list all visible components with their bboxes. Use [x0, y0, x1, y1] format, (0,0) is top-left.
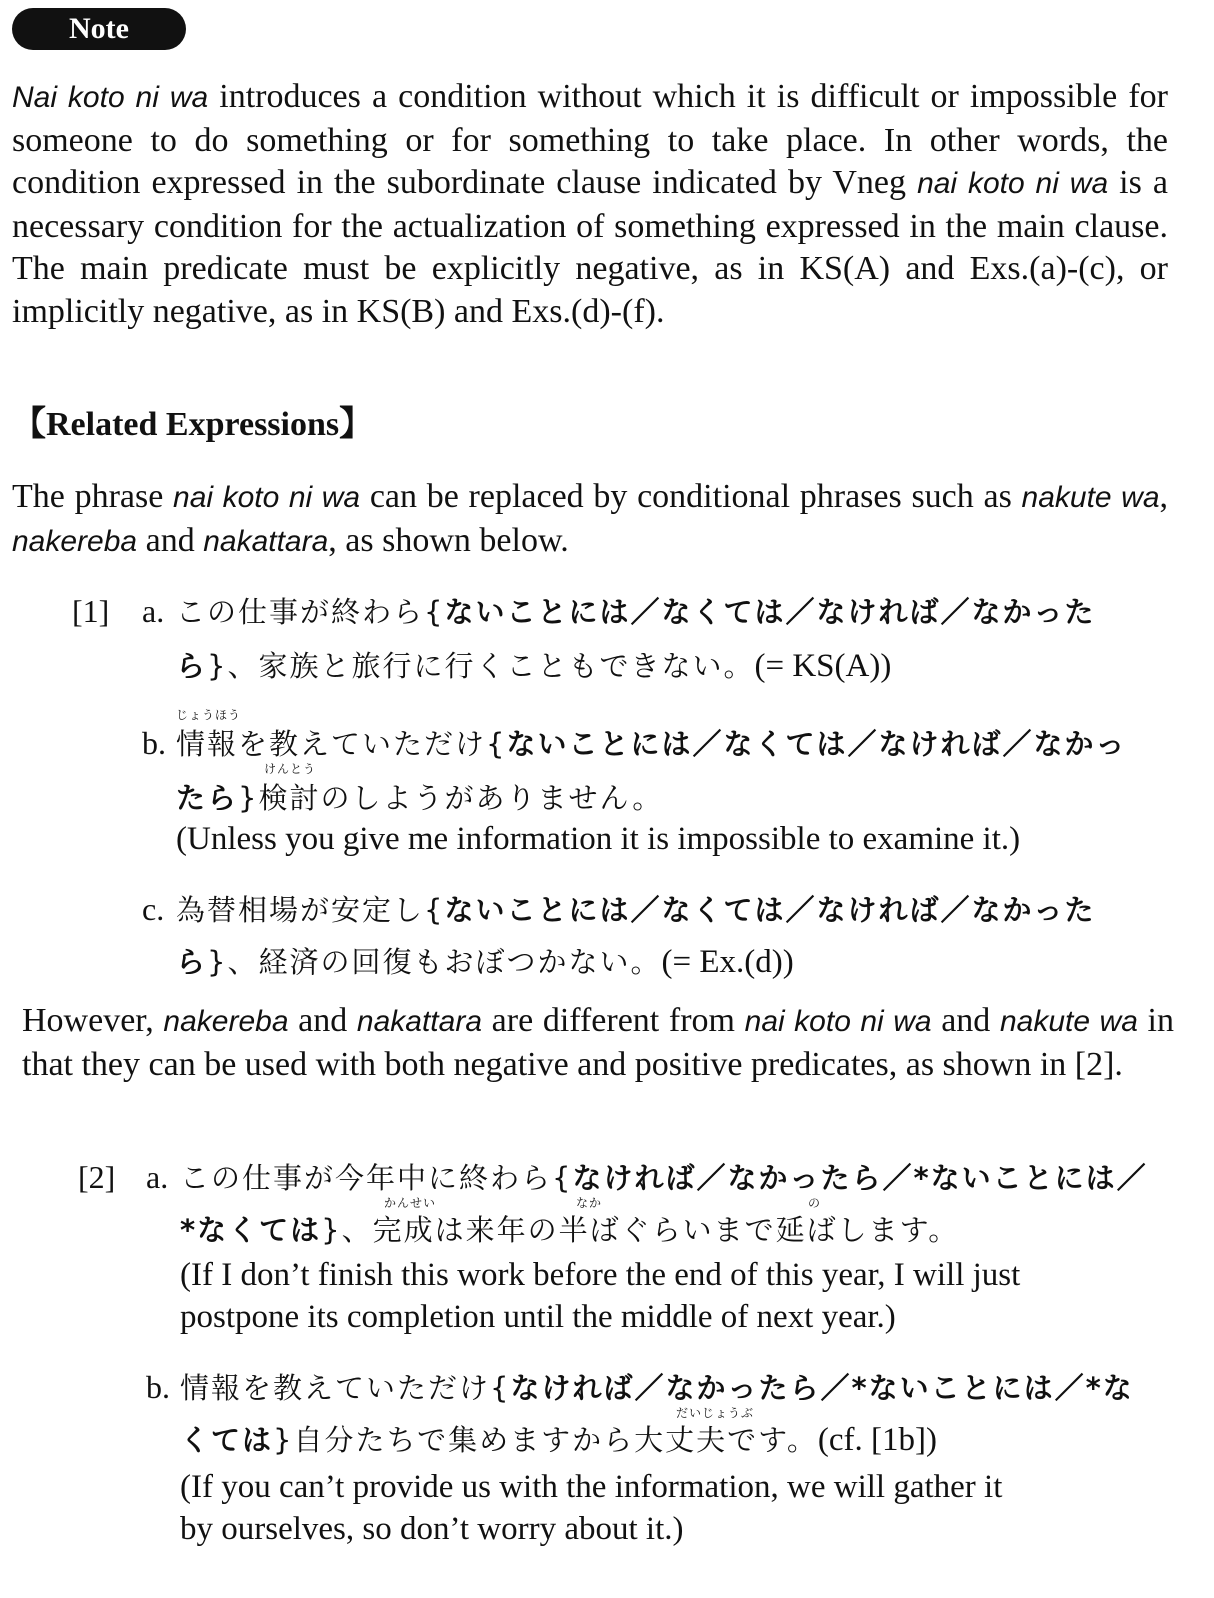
brace-close: } — [207, 945, 228, 979]
example-2b-translation-2: by ourselves, so don’t worry about it.) — [180, 1511, 684, 1547]
example-2b-japanese: 情報を教えていただけ — [180, 1371, 491, 1405]
example-2a-japanese: 、完成は来年の半ばぐらいまで延ばします。 — [341, 1213, 960, 1247]
example-2a-options-end: *なくては — [180, 1213, 322, 1247]
brace-close: } — [238, 781, 259, 815]
note-text-2: is a necessary condition for the actualization of something expressed in the main clause. The main predicate must be explicitly negative, as in KS(A) and Exs.(a)-(c), or implicitly negative, as in KS(B) and Exs.(d)-(f). — [12, 164, 1168, 330]
brace-close: } — [321, 1213, 342, 1247]
example-1-number: [1] — [72, 593, 110, 629]
note-text-1: introduces a condition without which it is difficult or impossible for someone to do something or for something to take place. In other words, the condition expressed in the subordinate clause indicated by Vneg — [12, 78, 1168, 201]
example-2b-japanese: 自分たちで集めますから大丈夫です。 — [293, 1423, 818, 1457]
ruby-jouhou: じょうほう — [176, 708, 242, 722]
example-1b-japanese: 検討のしようがありません。 — [258, 781, 664, 815]
however-text: However, — [22, 1002, 164, 1039]
example-2b-translation-1: (If you can’t provide us with the information, we will gather it — [180, 1469, 1003, 1505]
however-text: in that they can be used with both negative and positive predicates, as shown in [2]. — [22, 1002, 1174, 1083]
example-1a-line-1 — [176, 590, 1095, 633]
example-2a-japanese: この仕事が今年中に終わら — [180, 1161, 553, 1195]
however-text: and — [931, 1002, 1000, 1039]
example-2b-options-end: くては — [180, 1423, 274, 1457]
example-1a-options-end: ら — [176, 649, 208, 683]
however-text: are different from — [482, 1002, 745, 1039]
brace-open: { — [486, 727, 507, 761]
example-1a-letter: a. — [142, 593, 165, 629]
note-label: Note — [12, 8, 186, 50]
intro-text: and — [137, 521, 204, 559]
example-1a-japanese: この仕事が終わら — [176, 595, 425, 629]
ruby-daijoubu: だいじょうぶ — [676, 1406, 755, 1420]
brace-close: } — [207, 649, 228, 683]
however-italic: nakute wa — [999, 1005, 1138, 1038]
example-1c-options-end: ら — [176, 945, 208, 979]
ruby-kansei: かんせい — [384, 1196, 437, 1210]
example-2-number: [2] — [78, 1159, 116, 1195]
intro-text: The phrase — [12, 478, 174, 515]
example-1a-japanese: 、家族と旅行に行くこともできない。 — [227, 649, 755, 683]
example-2a-line-1 — [180, 1156, 1148, 1199]
brace-open: { — [424, 595, 445, 629]
example-1b-line-2 — [176, 776, 663, 819]
example-1a-reference: (= KS(A)) — [754, 648, 892, 684]
intro-text: can be replaced by conditional phrases such as — [360, 478, 1022, 515]
example-1b-options: ないことには／なくては／なければ／なかっ — [506, 727, 1127, 761]
example-2b-options: なければ／なかったら／*ないことには／*な — [510, 1371, 1134, 1405]
example-1c-line-1 — [176, 888, 1095, 931]
example-1b-options-end: たら — [176, 781, 239, 815]
however-text: and — [288, 1002, 357, 1039]
example-2 — [78, 1156, 1188, 1576]
related-expressions-heading: 【Related Expressions】 — [12, 406, 374, 443]
example-1b-letter: b. — [142, 725, 166, 761]
example-1b-translation: (Unless you give me information it is impossible to examine it.) — [176, 821, 1021, 857]
example-1c-reference: (= Ex.(d)) — [661, 944, 794, 980]
ruby-kentou: けんとう — [264, 762, 317, 776]
brace-open: { — [424, 893, 445, 927]
however-italic: nakattara — [356, 1005, 483, 1038]
brace-close: } — [273, 1423, 294, 1457]
note-lead-italic: Nai koto ni wa — [12, 81, 209, 114]
example-2a-line-2 — [180, 1208, 959, 1251]
example-1c-letter: c. — [142, 891, 165, 927]
ruby-no: の — [808, 1196, 822, 1210]
example-1a-line-2 — [176, 644, 891, 687]
example-1c-japanese: 、経済の回復もおぼつかない。 — [227, 945, 662, 979]
intro-italic: nakattara — [203, 524, 329, 558]
example-2b-reference: (cf. [1b]) — [817, 1422, 937, 1458]
example-2a-translation-2: postpone its completion until the middle of next year.) — [180, 1299, 896, 1335]
example-2a-translation-1: (If I don’t finish this work before the end of this year, I will just — [180, 1257, 1021, 1293]
however-italic: nai koto ni wa — [744, 1005, 932, 1038]
intro-text: , — [1159, 478, 1169, 515]
intro-italic: nakute wa — [1021, 481, 1160, 514]
example-1b-japanese: 情報を教えていただけ — [176, 727, 487, 761]
example-2b-letter: b. — [146, 1369, 170, 1405]
brace-open: { — [552, 1161, 573, 1195]
example-1c-line-2 — [176, 940, 794, 983]
example-2b-line-1 — [180, 1366, 1134, 1409]
example-2a-options: なければ／なかったら／*ないことには／ — [572, 1161, 1148, 1195]
example-1c-japanese: 為替相場が安定し — [176, 893, 425, 927]
ruby-naka: なか — [576, 1196, 603, 1210]
however-italic: nakereba — [163, 1005, 289, 1038]
example-1c-options: ないことには／なくては／なければ／なかった — [444, 893, 1096, 927]
however-paragraph — [22, 1000, 1174, 1086]
intro-italic: nai koto ni wa — [173, 481, 361, 514]
example-1b-line-1 — [176, 722, 1126, 765]
intro-italic: nakereba — [12, 524, 138, 558]
example-1 — [72, 590, 1182, 990]
example-2a-letter: a. — [146, 1159, 169, 1195]
note-mid-italic: nai koto ni wa — [917, 167, 1109, 200]
example-2b-line-2 — [180, 1418, 937, 1461]
intro-text: , as shown below. — [328, 521, 569, 559]
note-paragraph — [12, 76, 1168, 333]
brace-open: { — [490, 1371, 511, 1405]
example-1a-options: ないことには／なくては／なければ／なかった — [444, 595, 1096, 629]
intro-paragraph — [12, 476, 1168, 563]
